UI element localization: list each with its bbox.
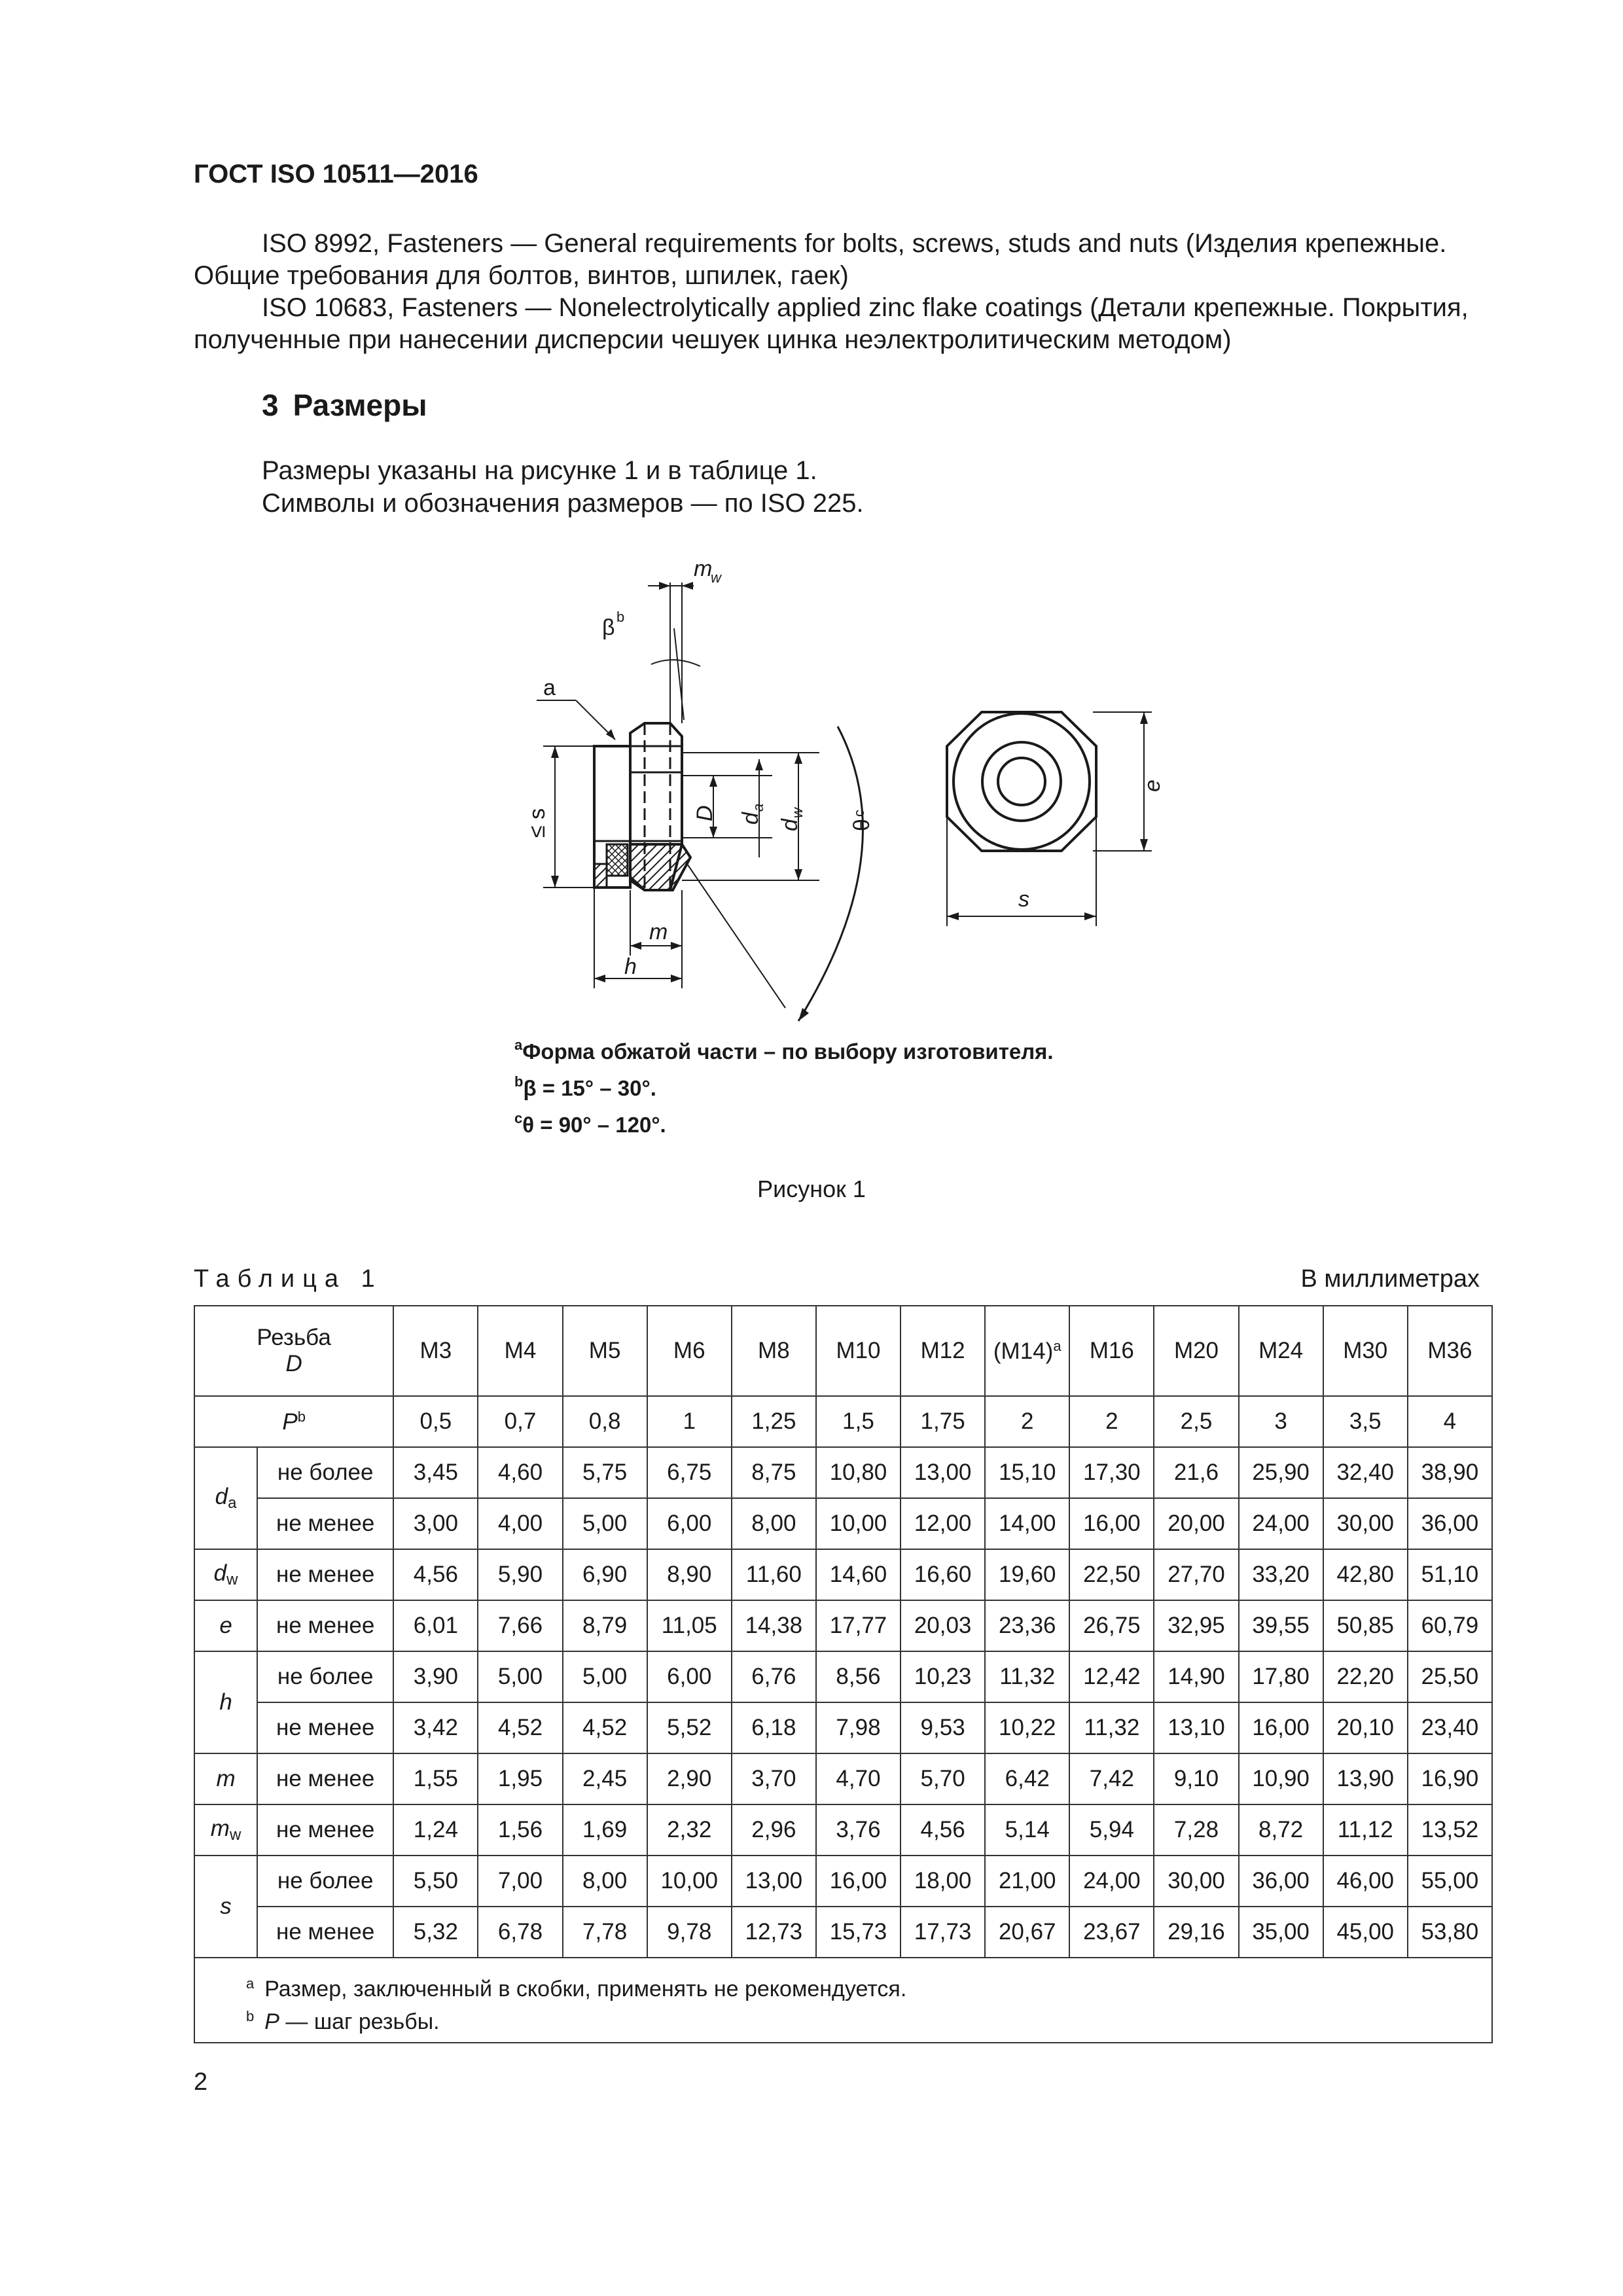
table-cell: 11,32 bbox=[985, 1651, 1069, 1702]
table-cell: 46,00 bbox=[1323, 1856, 1408, 1907]
table-cell: 9,53 bbox=[901, 1702, 985, 1753]
table-cell: 2,90 bbox=[647, 1753, 732, 1804]
row-limit-cell: не менее bbox=[257, 1907, 393, 1958]
footnote-symbol: P bbox=[264, 2009, 279, 2034]
table-cell: 6,00 bbox=[647, 1651, 732, 1702]
table-cell: 13,90 bbox=[1323, 1753, 1408, 1804]
table-cell: 1,24 bbox=[393, 1804, 478, 1856]
label-a: a bbox=[543, 675, 556, 700]
table-cell: 5,90 bbox=[478, 1549, 562, 1600]
document-header: ГОСТ ISO 10511—2016 bbox=[194, 160, 478, 188]
column-header bbox=[1069, 1306, 1154, 1396]
table-cell: 1 bbox=[647, 1396, 732, 1447]
table-cell: 24,00 bbox=[1069, 1856, 1154, 1907]
table-cell: 3,45 bbox=[393, 1447, 478, 1498]
footnote-text: — шаг резьбы. bbox=[279, 2009, 440, 2034]
reference-iso-10683 bbox=[194, 292, 1496, 356]
table-cell: 6,90 bbox=[563, 1549, 647, 1600]
column-header bbox=[1408, 1306, 1492, 1396]
table-cell: 12,73 bbox=[732, 1907, 816, 1958]
table-footnote bbox=[246, 1970, 1491, 2003]
table-cell: 60,79 bbox=[1408, 1600, 1492, 1651]
pitch-symbol-cell bbox=[194, 1396, 393, 1447]
table-cell: 22,20 bbox=[1323, 1651, 1408, 1702]
row-symbol: d bbox=[213, 1560, 227, 1586]
table-cell: 8,75 bbox=[732, 1447, 816, 1498]
table-cell: 20,03 bbox=[901, 1600, 985, 1651]
section-number: 3 bbox=[262, 388, 279, 422]
table-cell: 17,80 bbox=[1239, 1651, 1323, 1702]
table-cell: 8,90 bbox=[647, 1549, 732, 1600]
table-cell: 3 bbox=[1239, 1396, 1323, 1447]
table-cell: 16,90 bbox=[1408, 1753, 1492, 1804]
table-cell: 7,28 bbox=[1154, 1804, 1238, 1856]
table-cell: 42,80 bbox=[1323, 1549, 1408, 1600]
table-cell: 6,78 bbox=[478, 1907, 562, 1958]
footnote-mark: b bbox=[297, 1408, 306, 1425]
table-row bbox=[194, 1600, 1492, 1651]
table-cell: 8,79 bbox=[563, 1600, 647, 1651]
table-cell: 16,00 bbox=[1239, 1702, 1323, 1753]
table-cell: 0,7 bbox=[478, 1396, 562, 1447]
table-cell: 3,00 bbox=[393, 1498, 478, 1549]
table-cell: 16,00 bbox=[816, 1856, 901, 1907]
row-symbol: m bbox=[210, 1816, 230, 1841]
table-row bbox=[194, 1804, 1492, 1856]
column-label: M24 bbox=[1258, 1338, 1304, 1363]
side-view-labels bbox=[525, 556, 874, 979]
label-beta: β bbox=[602, 615, 615, 640]
table-cell: 13,52 bbox=[1408, 1804, 1492, 1856]
table-cell: 5,00 bbox=[563, 1498, 647, 1549]
column-header bbox=[1323, 1306, 1408, 1396]
table-cell: 51,10 bbox=[1408, 1549, 1492, 1600]
table-cell: 8,72 bbox=[1239, 1804, 1323, 1856]
table-cell: 2 bbox=[985, 1396, 1069, 1447]
footnote-mark: a bbox=[246, 1975, 255, 1992]
table-footnotes-row bbox=[194, 1958, 1492, 2043]
side-view-dimensions bbox=[537, 583, 863, 1021]
table-cell: 21,6 bbox=[1154, 1447, 1238, 1498]
column-header bbox=[985, 1306, 1069, 1396]
table-cell: 45,00 bbox=[1323, 1907, 1408, 1958]
table-cell: 19,60 bbox=[985, 1549, 1069, 1600]
table-row-pitch bbox=[194, 1396, 1492, 1447]
table-cell: 32,40 bbox=[1323, 1447, 1408, 1498]
table-cell: 33,20 bbox=[1239, 1549, 1323, 1600]
table-cell: 5,52 bbox=[647, 1702, 732, 1753]
label-da: d bbox=[738, 812, 763, 825]
row-symbol-cell bbox=[194, 1753, 257, 1804]
table-row bbox=[194, 1498, 1492, 1549]
row-symbol: m bbox=[216, 1766, 236, 1791]
table-cell: 16,00 bbox=[1069, 1498, 1154, 1549]
table-cell: 5,00 bbox=[563, 1651, 647, 1702]
row-symbol-sub: w bbox=[226, 1571, 238, 1588]
table-cell: 21,00 bbox=[985, 1856, 1069, 1907]
section-name: Размеры bbox=[293, 388, 427, 422]
table-cell: 23,40 bbox=[1408, 1702, 1492, 1753]
nut-side-view bbox=[594, 723, 690, 890]
table-cell: 20,10 bbox=[1323, 1702, 1408, 1753]
table-cell: 11,12 bbox=[1323, 1804, 1408, 1856]
table-cell: 6,75 bbox=[647, 1447, 732, 1498]
table-cell: 13,00 bbox=[901, 1447, 985, 1498]
table-row bbox=[194, 1549, 1492, 1600]
table-cell: 30,00 bbox=[1323, 1498, 1408, 1549]
table-cell: 5,14 bbox=[985, 1804, 1069, 1856]
table-cell: 14,60 bbox=[816, 1549, 901, 1600]
row-limit-cell: не менее bbox=[257, 1804, 393, 1856]
table-cell: 36,00 bbox=[1239, 1856, 1323, 1907]
dimensions-table bbox=[194, 1305, 1493, 2043]
table-cell: 4,52 bbox=[563, 1702, 647, 1753]
label-dw: d bbox=[777, 819, 802, 831]
row-limit-cell: не менее bbox=[257, 1753, 393, 1804]
column-header bbox=[1239, 1306, 1323, 1396]
row-symbol-cell bbox=[194, 1651, 257, 1753]
table-cell: 1,56 bbox=[478, 1804, 562, 1856]
row-symbol-cell bbox=[194, 1600, 257, 1651]
row-limit-cell: не менее bbox=[257, 1549, 393, 1600]
table-cell: 39,55 bbox=[1239, 1600, 1323, 1651]
table-cell: 3,42 bbox=[393, 1702, 478, 1753]
table-cell: 9,78 bbox=[647, 1907, 732, 1958]
table-cell: 8,56 bbox=[816, 1651, 901, 1702]
table-cell: 35,00 bbox=[1239, 1907, 1323, 1958]
table-cell: 50,85 bbox=[1323, 1600, 1408, 1651]
arrowheads bbox=[551, 582, 809, 1021]
table-cell: 22,50 bbox=[1069, 1549, 1154, 1600]
table-units: В миллиметрах bbox=[1300, 1265, 1480, 1293]
table-cell: 15,10 bbox=[985, 1447, 1069, 1498]
table-cell: 32,95 bbox=[1154, 1600, 1238, 1651]
table-cell: 14,38 bbox=[732, 1600, 816, 1651]
table-cell: 8,00 bbox=[563, 1856, 647, 1907]
table-cell: 2,45 bbox=[563, 1753, 647, 1804]
table-cell: 18,00 bbox=[901, 1856, 985, 1907]
table-cell: 53,80 bbox=[1408, 1907, 1492, 1958]
table-cell: 5,32 bbox=[393, 1907, 478, 1958]
table-cell: 5,75 bbox=[563, 1447, 647, 1498]
paragraph-dimensions: Размеры указаны на рисунке 1 и в таблице 1. bbox=[262, 456, 817, 485]
table-cell: 11,32 bbox=[1069, 1702, 1154, 1753]
column-header bbox=[816, 1306, 901, 1396]
table-cell: 6,76 bbox=[732, 1651, 816, 1702]
table-cell: 10,90 bbox=[1239, 1753, 1323, 1804]
table-cell: 8,00 bbox=[732, 1498, 816, 1549]
note-text: β = 15° – 30°. bbox=[523, 1076, 656, 1100]
column-label: M4 bbox=[504, 1338, 537, 1363]
thread-header-cell bbox=[194, 1306, 393, 1396]
figure-note-b bbox=[514, 1073, 656, 1101]
label-dw-sub: w bbox=[789, 808, 806, 818]
table-cell: 7,98 bbox=[816, 1702, 901, 1753]
table-cell: 20,67 bbox=[985, 1907, 1069, 1958]
note-mark: c bbox=[514, 1110, 523, 1126]
table-footnotes bbox=[194, 1958, 1492, 2043]
row-limit-cell: не более bbox=[257, 1447, 393, 1498]
label-s-max: ≤ s bbox=[525, 808, 550, 838]
table-cell: 16,60 bbox=[901, 1549, 985, 1600]
table-cell: 7,78 bbox=[563, 1907, 647, 1958]
table-cell: 23,36 bbox=[985, 1600, 1069, 1651]
row-limit-cell: не менее bbox=[257, 1702, 393, 1753]
column-header bbox=[393, 1306, 478, 1396]
table-cell: 27,70 bbox=[1154, 1549, 1238, 1600]
row-symbol: s bbox=[220, 1893, 232, 1919]
table-cell: 26,75 bbox=[1069, 1600, 1154, 1651]
table-cell: 23,67 bbox=[1069, 1907, 1154, 1958]
pitch-symbol: P bbox=[282, 1408, 298, 1435]
column-label: M12 bbox=[920, 1338, 965, 1363]
table-row bbox=[194, 1447, 1492, 1498]
label-mw-sub: w bbox=[711, 569, 721, 586]
row-limit-cell: не менее bbox=[257, 1600, 393, 1651]
table-cell: 25,90 bbox=[1239, 1447, 1323, 1498]
table-cell: 3,90 bbox=[393, 1651, 478, 1702]
table-cell: 5,94 bbox=[1069, 1804, 1154, 1856]
column-label: M8 bbox=[758, 1338, 790, 1363]
row-symbol-cell bbox=[194, 1856, 257, 1958]
table-footnote bbox=[246, 2003, 1491, 2036]
table-cell: 55,00 bbox=[1408, 1856, 1492, 1907]
table-cell: 14,90 bbox=[1154, 1651, 1238, 1702]
page-number: 2 bbox=[194, 2068, 208, 2096]
note-mark: a bbox=[514, 1037, 523, 1053]
table-cell: 7,00 bbox=[478, 1856, 562, 1907]
label-theta: θ bbox=[849, 819, 874, 831]
table-cell: 6,00 bbox=[647, 1498, 732, 1549]
figure-note-a bbox=[514, 1037, 1054, 1064]
table-cell: 5,00 bbox=[478, 1651, 562, 1702]
table-cell: 4,56 bbox=[901, 1804, 985, 1856]
table-cell: 17,73 bbox=[901, 1907, 985, 1958]
table-cell: 13,10 bbox=[1154, 1702, 1238, 1753]
thread-label: Резьба bbox=[257, 1325, 331, 1350]
table-cell: 24,00 bbox=[1239, 1498, 1323, 1549]
table-cell: 13,00 bbox=[732, 1856, 816, 1907]
column-header bbox=[647, 1306, 732, 1396]
column-label: M30 bbox=[1343, 1338, 1388, 1363]
nut-front-view bbox=[947, 712, 1165, 926]
reference-iso-8992 bbox=[194, 228, 1496, 292]
table-cell: 7,66 bbox=[478, 1600, 562, 1651]
table-cell: 1,55 bbox=[393, 1753, 478, 1804]
label-beta-sup: b bbox=[616, 609, 625, 625]
table-cell: 11,05 bbox=[647, 1600, 732, 1651]
table-cell: 17,77 bbox=[816, 1600, 901, 1651]
figure-caption: Рисунок 1 bbox=[757, 1175, 866, 1202]
column-label: M10 bbox=[836, 1338, 881, 1363]
table-cell: 6,01 bbox=[393, 1600, 478, 1651]
table-cell: 3,76 bbox=[816, 1804, 901, 1856]
column-header bbox=[732, 1306, 816, 1396]
table-cell: 36,00 bbox=[1408, 1498, 1492, 1549]
table-title: Таблица 1 bbox=[194, 1265, 383, 1293]
table-cell: 4,56 bbox=[393, 1549, 478, 1600]
note-mark: b bbox=[514, 1073, 524, 1090]
table-cell: 1,69 bbox=[563, 1804, 647, 1856]
column-label: M20 bbox=[1173, 1338, 1219, 1363]
label-D: D bbox=[692, 805, 717, 821]
table-row bbox=[194, 1907, 1492, 1958]
table-cell: 6,42 bbox=[985, 1753, 1069, 1804]
table-cell: 10,80 bbox=[816, 1447, 901, 1498]
table-cell: 12,42 bbox=[1069, 1651, 1154, 1702]
row-limit-cell: не более bbox=[257, 1856, 393, 1907]
table-cell: 4 bbox=[1408, 1396, 1492, 1447]
column-label: M36 bbox=[1427, 1338, 1472, 1363]
table-cell: 12,00 bbox=[901, 1498, 985, 1549]
row-symbol-sub: w bbox=[229, 1826, 241, 1844]
table-cell: 10,22 bbox=[985, 1702, 1069, 1753]
table-row bbox=[194, 1753, 1492, 1804]
table-cell: 38,90 bbox=[1408, 1447, 1492, 1498]
row-limit-cell: не более bbox=[257, 1651, 393, 1702]
note-text: θ = 90° – 120°. bbox=[522, 1113, 666, 1137]
table-cell: 4,52 bbox=[478, 1702, 562, 1753]
table-cell: 10,00 bbox=[816, 1498, 901, 1549]
table-cell: 2 bbox=[1069, 1396, 1154, 1447]
table-cell: 3,5 bbox=[1323, 1396, 1408, 1447]
table-cell: 15,73 bbox=[816, 1907, 901, 1958]
table-cell: 2,32 bbox=[647, 1804, 732, 1856]
label-da-sub: a bbox=[750, 803, 766, 812]
row-symbol: h bbox=[219, 1689, 232, 1715]
table-cell: 17,30 bbox=[1069, 1447, 1154, 1498]
label-e: e bbox=[1140, 780, 1165, 792]
row-symbol: e bbox=[219, 1613, 232, 1638]
table-cell: 3,70 bbox=[732, 1753, 816, 1804]
table-cell: 6,18 bbox=[732, 1702, 816, 1753]
table-cell: 14,00 bbox=[985, 1498, 1069, 1549]
table-row bbox=[194, 1702, 1492, 1753]
table-cell: 7,42 bbox=[1069, 1753, 1154, 1804]
footnote-text: Размер, заключенный в скобки, применять не рекомендуется. bbox=[264, 1977, 907, 2001]
row-symbol-cell bbox=[194, 1549, 257, 1600]
table-cell: 5,50 bbox=[393, 1856, 478, 1907]
table-cell: 30,00 bbox=[1154, 1856, 1238, 1907]
column-label: M5 bbox=[588, 1338, 621, 1363]
figure-note-c bbox=[514, 1110, 666, 1138]
section-title bbox=[262, 387, 427, 423]
table-cell: 0,5 bbox=[393, 1396, 478, 1447]
column-label: M6 bbox=[673, 1338, 705, 1363]
label-theta-sup: c bbox=[851, 810, 867, 817]
thread-symbol: D bbox=[285, 1351, 302, 1376]
table-cell: 10,23 bbox=[901, 1651, 985, 1702]
table-cell: 1,95 bbox=[478, 1753, 562, 1804]
table-row bbox=[194, 1856, 1492, 1907]
label-m: m bbox=[649, 920, 668, 944]
table-cell: 0,8 bbox=[563, 1396, 647, 1447]
table-header-row bbox=[194, 1306, 1492, 1396]
row-symbol: d bbox=[215, 1484, 228, 1509]
table-cell: 29,16 bbox=[1154, 1907, 1238, 1958]
table-cell: 1,75 bbox=[901, 1396, 985, 1447]
table-row bbox=[194, 1651, 1492, 1702]
label-mw: m bbox=[694, 556, 713, 581]
paragraph-symbols: Символы и обозначения размеров — по ISO 225. bbox=[262, 489, 864, 518]
column-header bbox=[901, 1306, 985, 1396]
table-cell: 2,96 bbox=[732, 1804, 816, 1856]
row-symbol-cell bbox=[194, 1447, 257, 1549]
column-label: M16 bbox=[1089, 1338, 1134, 1363]
column-header bbox=[1154, 1306, 1238, 1396]
column-label: (M14) bbox=[993, 1338, 1054, 1364]
label-s: s bbox=[1018, 887, 1029, 912]
table-cell: 4,60 bbox=[478, 1447, 562, 1498]
table-cell: 11,60 bbox=[732, 1549, 816, 1600]
reference-text: ISO 8992, Fasteners — General requirements for bolts, screws, studs and nuts (Изделия крепежные. Общие требования для болтов, винтов, шпилек, гаек) bbox=[194, 229, 1447, 290]
column-header bbox=[563, 1306, 647, 1396]
row-symbol-sub: a bbox=[228, 1494, 237, 1512]
note-text: Форма обжатой части – по выбору изготовителя. bbox=[522, 1039, 1054, 1064]
table-cell: 9,10 bbox=[1154, 1753, 1238, 1804]
column-header bbox=[478, 1306, 562, 1396]
table-cell: 2,5 bbox=[1154, 1396, 1238, 1447]
row-limit-cell: не менее bbox=[257, 1498, 393, 1549]
table-cell: 4,00 bbox=[478, 1498, 562, 1549]
table-cell: 1,5 bbox=[816, 1396, 901, 1447]
footnote-mark: a bbox=[1053, 1337, 1061, 1354]
table-cell: 25,50 bbox=[1408, 1651, 1492, 1702]
reference-text: ISO 10683, Fasteners — Nonelectrolytically applied zinc flake coatings (Детали крепежные. Покрытия, полученные при нанесении дисперсии чешуек цинка неэлектролитическим методом) bbox=[194, 293, 1469, 354]
label-h: h bbox=[624, 954, 637, 979]
row-symbol-cell bbox=[194, 1804, 257, 1856]
table-cell: 4,70 bbox=[816, 1753, 901, 1804]
column-label: M3 bbox=[419, 1338, 452, 1363]
table-cell: 1,25 bbox=[732, 1396, 816, 1447]
table-cell: 5,70 bbox=[901, 1753, 985, 1804]
table-cell: 20,00 bbox=[1154, 1498, 1238, 1549]
table-cell: 10,00 bbox=[647, 1856, 732, 1907]
footnote-mark: b bbox=[246, 2008, 255, 2024]
